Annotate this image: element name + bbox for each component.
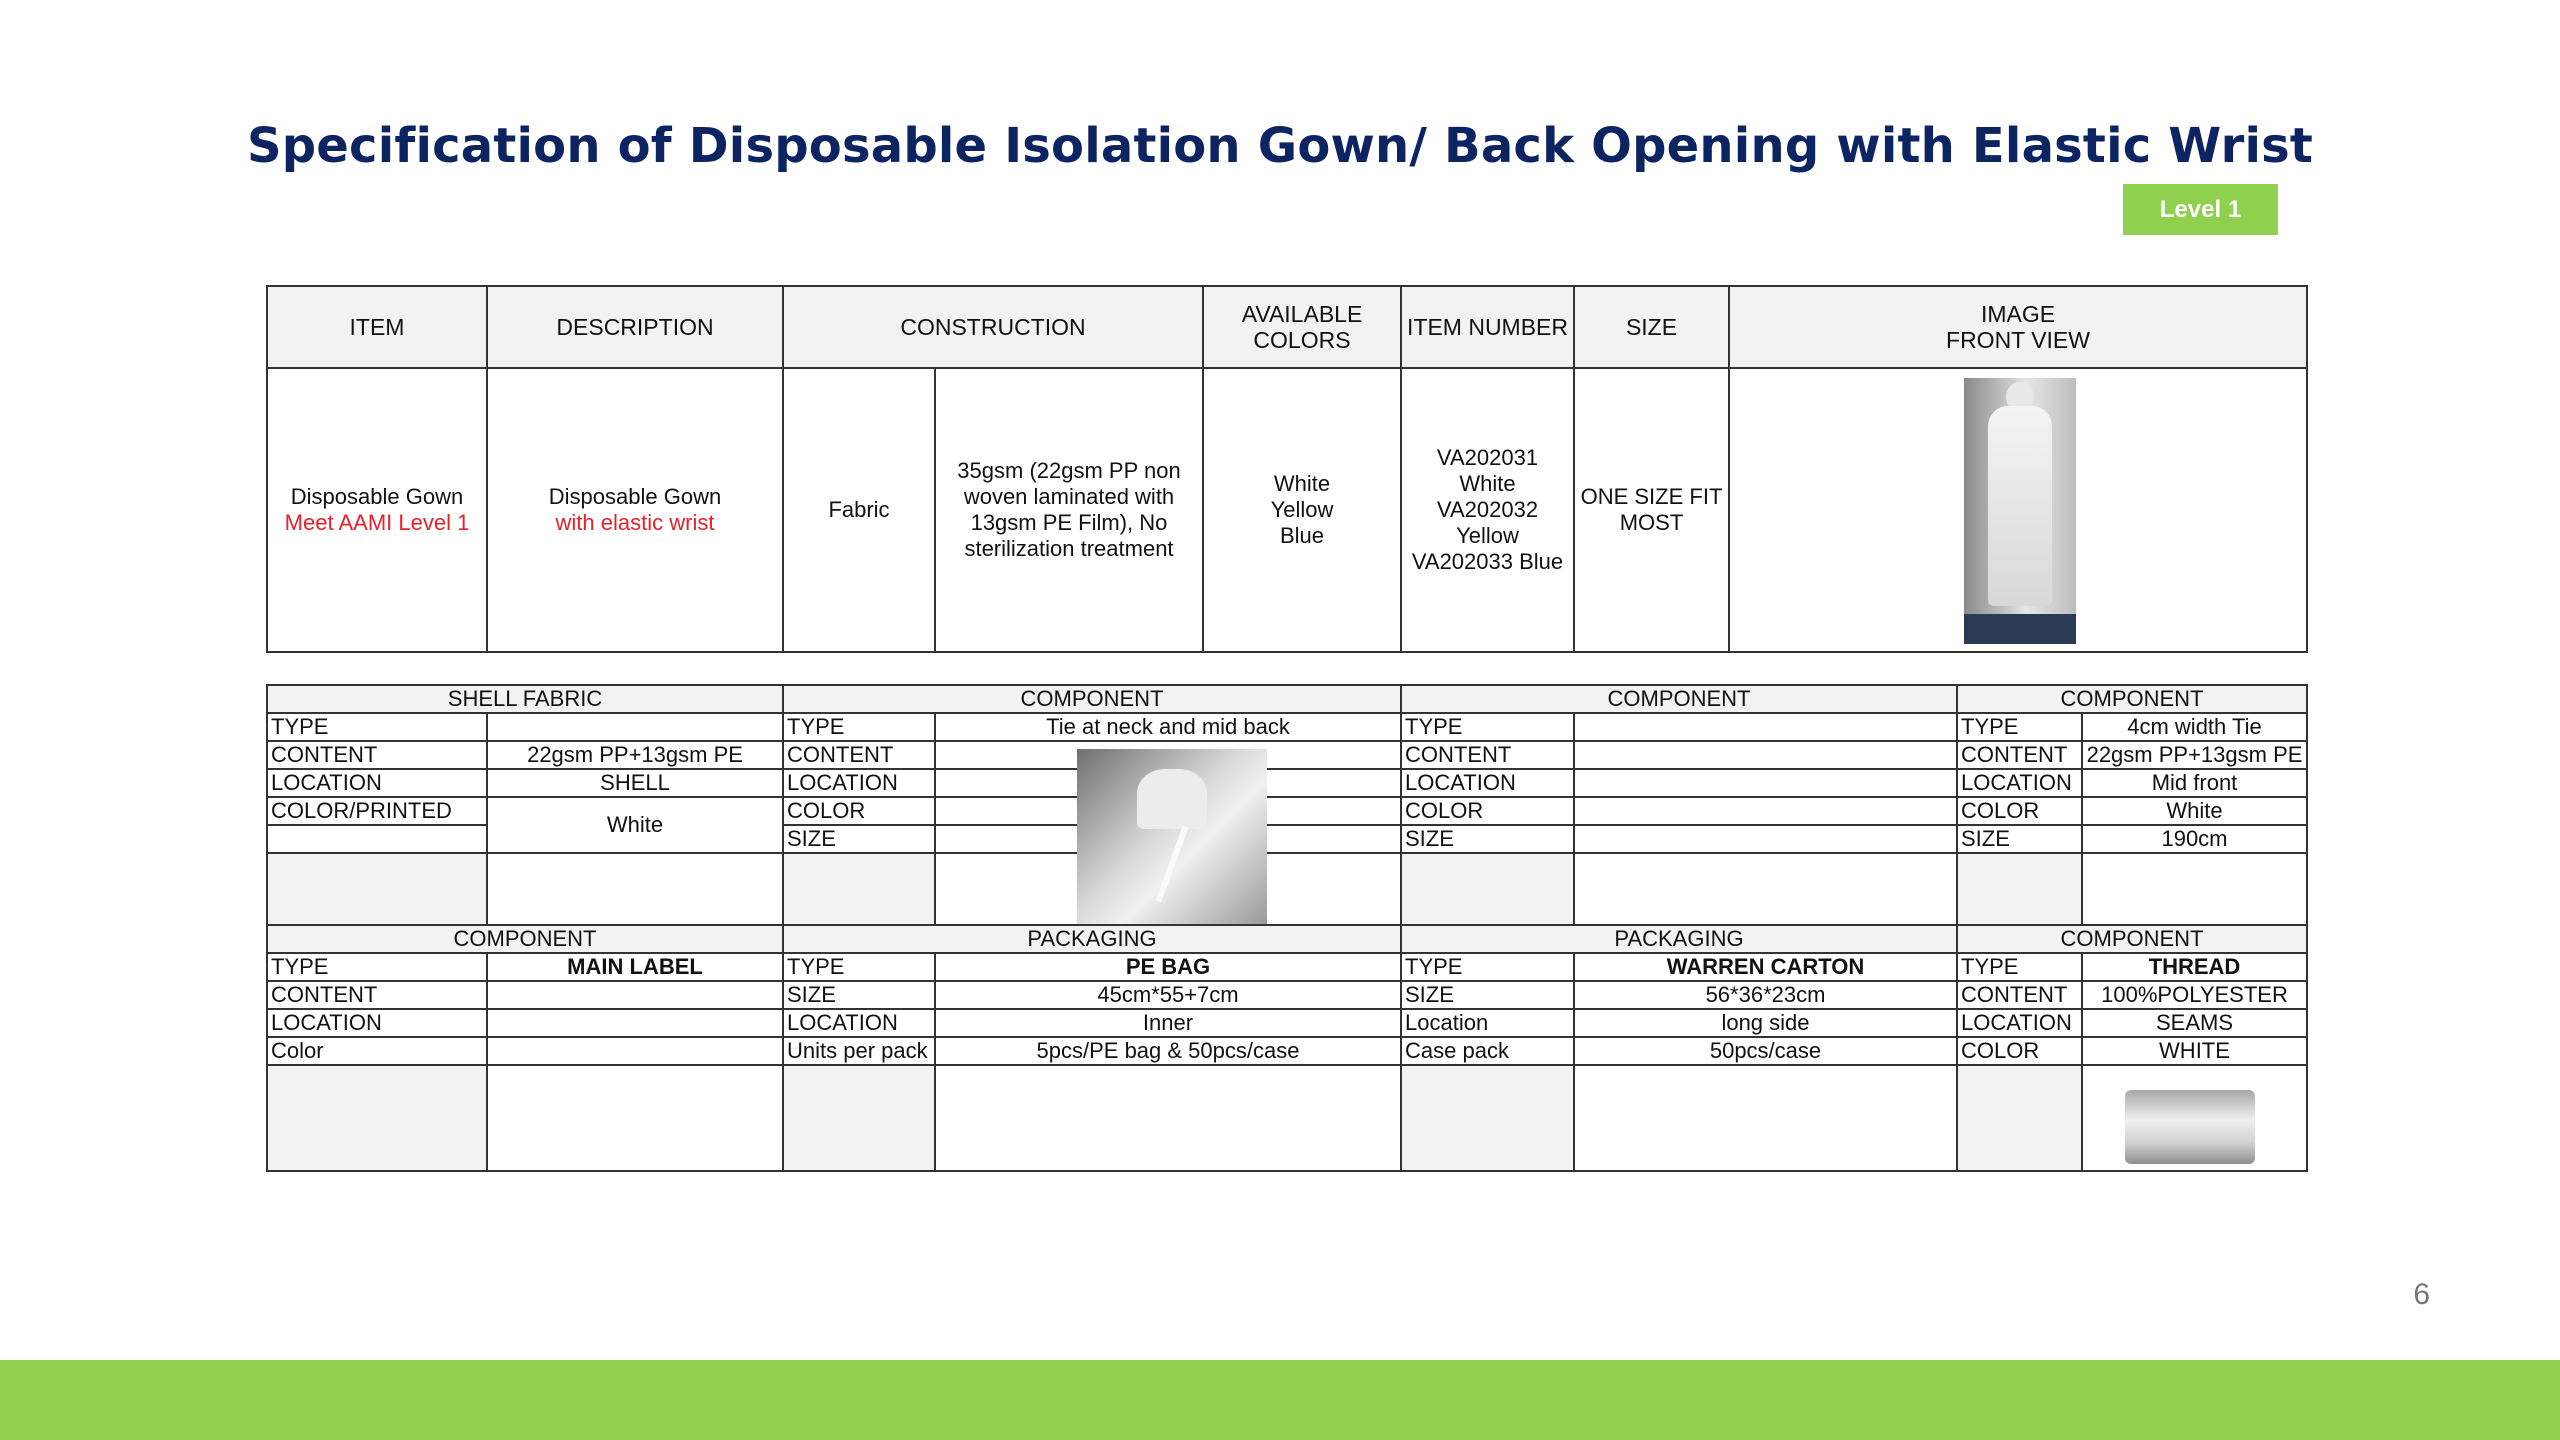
size-cell: ONE SIZE FIT MOST bbox=[1574, 368, 1729, 652]
gown-front-image bbox=[1964, 378, 2076, 644]
header-construction: CONSTRUCTION bbox=[783, 286, 1203, 368]
table-row: CONTENT SIZE 45cm*55+7cm SIZE 56*36*23cm CONTENT 100%POLYESTER bbox=[267, 981, 2307, 1009]
tie-closeup-image bbox=[1077, 749, 1267, 924]
header-size: SIZE bbox=[1574, 286, 1729, 368]
table-row: LOCATION SHELL LOCATION LOCATION LOCATION Mid front bbox=[267, 769, 2307, 797]
section-packaging: PACKAGING bbox=[783, 925, 1401, 953]
page-number: 6 bbox=[2413, 1278, 2430, 1311]
table-row: Color Units per pack 5pcs/PE bag & 50pcs/case Case pack 50pcs/case COLOR WHITE bbox=[267, 1037, 2307, 1065]
table-row: LOCATION LOCATION Inner Location long side LOCATION SEAMS bbox=[267, 1009, 2307, 1037]
footer-bar bbox=[0, 1360, 2560, 1440]
header-row bbox=[267, 286, 2307, 368]
construction-detail-cell: 35gsm (22gsm PP non woven laminated with 13gsm PE Film), No sterilization treatment bbox=[935, 368, 1203, 652]
header-item: ITEM bbox=[267, 286, 487, 368]
table-row: TYPE TYPE Tie at neck and mid back TYPE TYPE 4cm width Tie bbox=[267, 713, 2307, 741]
component-table bbox=[266, 684, 2308, 1172]
header-available-colors: AVAILABLE COLORS bbox=[1203, 286, 1401, 368]
table-row: COLOR/PRINTED White COLOR COLOR COLOR White bbox=[267, 797, 2307, 825]
section-component: COMPONENT bbox=[1957, 685, 2307, 713]
header-item-number: ITEM NUMBER bbox=[1401, 286, 1574, 368]
section-shell-fabric: SHELL FABRIC bbox=[267, 685, 783, 713]
colors-cell: White Yellow Blue bbox=[1203, 368, 1401, 652]
item-number-cell: VA202031 White VA202032 Yellow VA202033 Blue bbox=[1401, 368, 1574, 652]
table-row bbox=[267, 853, 2307, 925]
level-badge: Level 1 bbox=[2123, 184, 2278, 235]
table-row: TYPE MAIN LABEL TYPE PE BAG TYPE WARREN CARTON TYPE THREAD bbox=[267, 953, 2307, 981]
page-title: Specification of Disposable Isolation Gown/ Back Opening with Elastic Wrist bbox=[246, 118, 2314, 174]
header-description: DESCRIPTION bbox=[487, 286, 783, 368]
section-row-2 bbox=[267, 925, 2307, 953]
section-component: COMPONENT bbox=[783, 685, 1401, 713]
table-row: CONTENT 22gsm PP+13gsm PE CONTENT CONTENT CONTENT 22gsm PP+13gsm PE bbox=[267, 741, 2307, 769]
table-row bbox=[267, 1065, 2307, 1171]
section-component: COMPONENT bbox=[267, 925, 783, 953]
section-packaging: PACKAGING bbox=[1401, 925, 1957, 953]
item-cell: Disposable Gown Meet AAMI Level 1 bbox=[267, 368, 487, 652]
thread-spool-image bbox=[2125, 1090, 2255, 1164]
section-component: COMPONENT bbox=[1957, 925, 2307, 953]
section-component: COMPONENT bbox=[1401, 685, 1957, 713]
description-cell: Disposable Gown with elastic wrist bbox=[487, 368, 783, 652]
header-image: IMAGE FRONT VIEW bbox=[1729, 286, 2307, 368]
section-row-1 bbox=[267, 685, 2307, 713]
construction-type-cell: Fabric bbox=[783, 368, 935, 652]
table-row: SIZE SIZE SIZE 190cm bbox=[267, 825, 2307, 853]
